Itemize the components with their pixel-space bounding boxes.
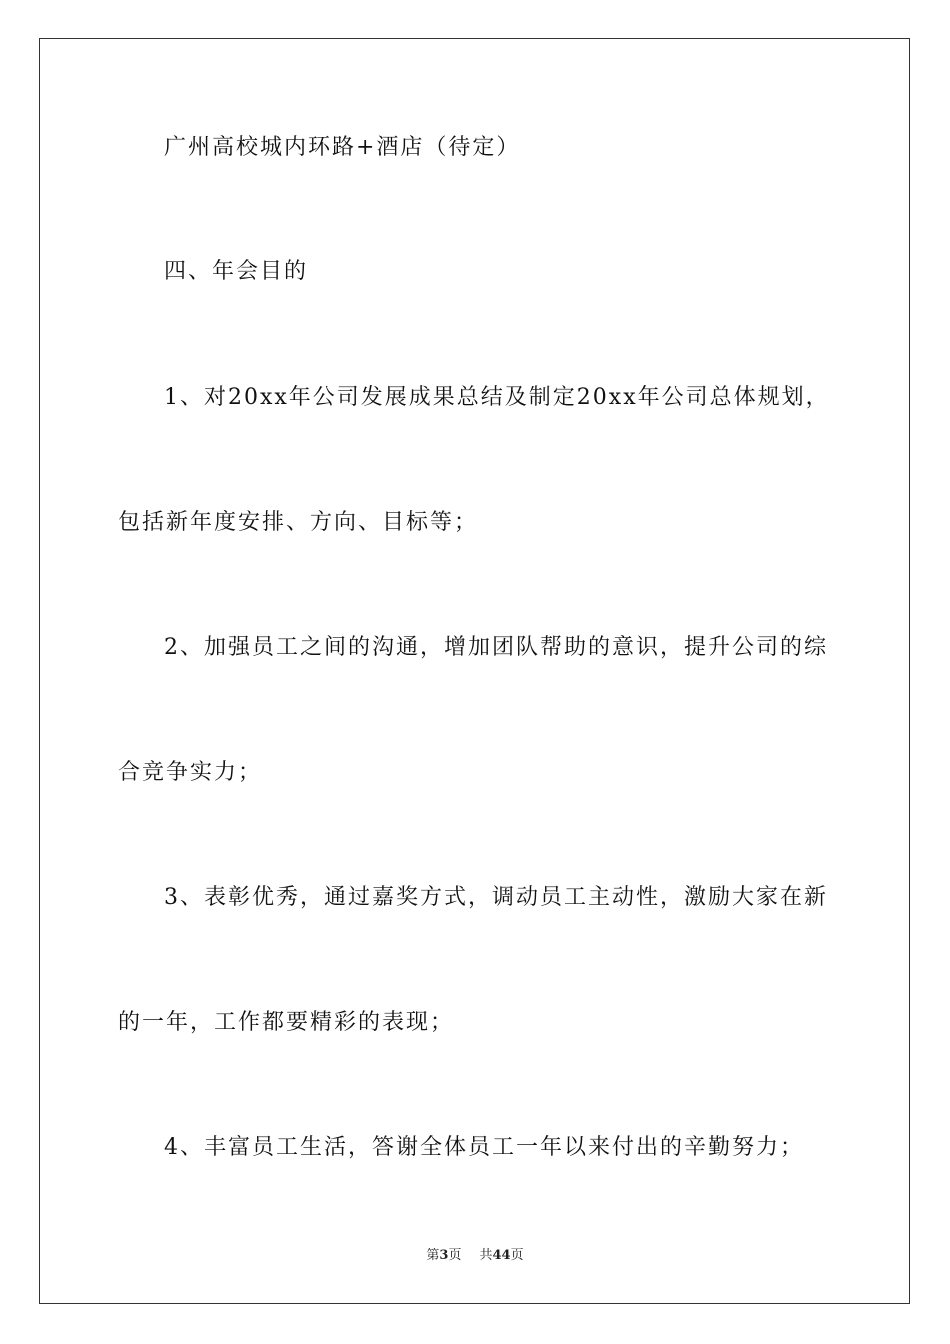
footer-total-prefix: 共 [479, 1248, 493, 1263]
text-line-location: 广州高校城内环路+酒店（待定） [164, 135, 521, 160]
text-line-item-4: 4、丰富员工生活，答谢全体员工一年以来付出的辛勤努力； [164, 1135, 804, 1160]
text-line-item-3: 3、表彰优秀，通过嘉奖方式，调动员工主动性，激励大家在新 [164, 885, 828, 910]
section-heading-purpose: 四、年会目的 [164, 259, 309, 284]
page-footer [0, 1247, 950, 1265]
text-line-item-2-cont: 合竞争实力； [118, 760, 263, 785]
footer-total-suffix: 页 [510, 1248, 524, 1263]
footer-page-number: 3 [439, 1248, 449, 1263]
page-frame [39, 38, 910, 1304]
footer-page-prefix: 第 [426, 1248, 440, 1263]
text-line-item-3-cont: 的一年，工作都要精彩的表现； [118, 1010, 455, 1035]
footer-total-pages: 44 [492, 1248, 511, 1263]
text-line-item-1: 1、对20xx年公司发展成果总结及制定20xx年公司总体规划， [164, 385, 830, 410]
text-line-item-1-cont: 包括新年度安排、方向、目标等； [118, 510, 479, 535]
footer-page-suffix: 页 [448, 1248, 462, 1263]
text-line-item-2: 2、加强员工之间的沟通，增加团队帮助的意识，提升公司的综 [164, 635, 828, 660]
